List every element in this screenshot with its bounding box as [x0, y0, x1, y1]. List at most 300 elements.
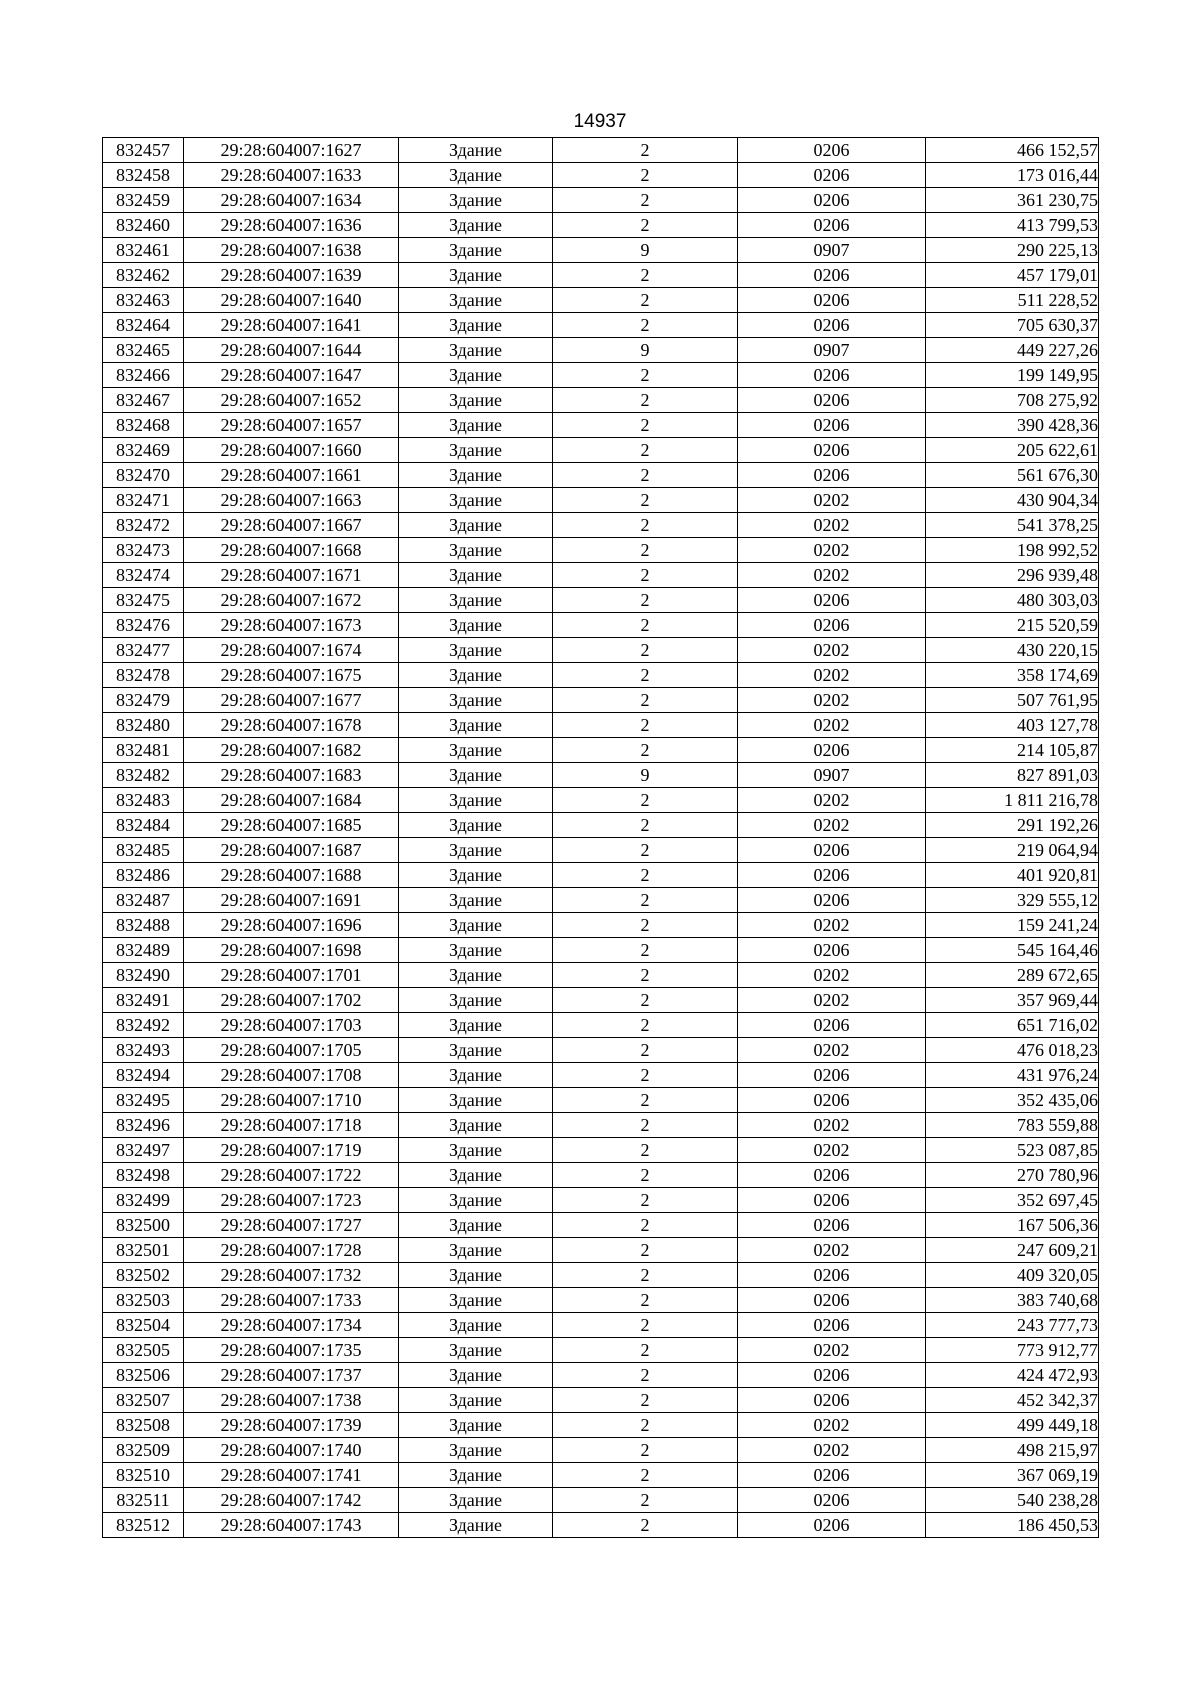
cadastral-number-cell: 29:28:604007:1672: [184, 588, 399, 613]
row-id-cell: 832490: [103, 963, 184, 988]
object-type-cell: Здание: [399, 288, 553, 313]
group-cell: 2: [553, 438, 738, 463]
row-id-cell: 832504: [103, 1313, 184, 1338]
object-type-cell: Здание: [399, 338, 553, 363]
group-cell: 2: [553, 163, 738, 188]
object-type-cell: Здание: [399, 588, 553, 613]
table-row: [103, 563, 1099, 588]
value-cell: 409 320,05: [926, 1263, 1099, 1288]
table-row: [103, 1163, 1099, 1188]
table-row: [103, 1188, 1099, 1213]
code-cell: 0206: [738, 613, 926, 638]
value-cell: 383 740,68: [926, 1288, 1099, 1313]
value-cell: 205 622,61: [926, 438, 1099, 463]
group-cell: 2: [553, 1438, 738, 1463]
table-row: [103, 438, 1099, 463]
row-id-cell: 832491: [103, 988, 184, 1013]
table-row: [103, 213, 1099, 238]
value-cell: 199 149,95: [926, 363, 1099, 388]
table-row: [103, 863, 1099, 888]
table-row: [103, 413, 1099, 438]
group-cell: 2: [553, 188, 738, 213]
group-cell: 2: [553, 713, 738, 738]
cadastral-number-cell: 29:28:604007:1734: [184, 1313, 399, 1338]
object-type-cell: Здание: [399, 388, 553, 413]
value-cell: 499 449,18: [926, 1413, 1099, 1438]
group-cell: 2: [553, 1263, 738, 1288]
row-id-cell: 832475: [103, 588, 184, 613]
group-cell: 2: [553, 263, 738, 288]
group-cell: 2: [553, 1513, 738, 1538]
cadastral-number-cell: 29:28:604007:1740: [184, 1438, 399, 1463]
group-cell: 2: [553, 913, 738, 938]
value-cell: 430 904,34: [926, 488, 1099, 513]
code-cell: 0202: [738, 963, 926, 988]
cadastral-number-cell: 29:28:604007:1667: [184, 513, 399, 538]
cadastral-number-cell: 29:28:604007:1633: [184, 163, 399, 188]
object-type-cell: Здание: [399, 488, 553, 513]
value-cell: 430 220,15: [926, 638, 1099, 663]
value-cell: 498 215,97: [926, 1438, 1099, 1463]
cadastral-number-cell: 29:28:604007:1685: [184, 813, 399, 838]
row-id-cell: 832473: [103, 538, 184, 563]
code-cell: 0206: [738, 163, 926, 188]
code-cell: 0206: [738, 738, 926, 763]
code-cell: 0206: [738, 438, 926, 463]
group-cell: 2: [553, 1413, 738, 1438]
group-cell: 2: [553, 588, 738, 613]
row-id-cell: 832478: [103, 663, 184, 688]
object-type-cell: Здание: [399, 213, 553, 238]
group-cell: 2: [553, 213, 738, 238]
row-id-cell: 832500: [103, 1213, 184, 1238]
row-id-cell: 832495: [103, 1088, 184, 1113]
object-type-cell: Здание: [399, 913, 553, 938]
row-id-cell: 832502: [103, 1263, 184, 1288]
group-cell: 2: [553, 1013, 738, 1038]
cadastral-number-cell: 29:28:604007:1742: [184, 1488, 399, 1513]
value-cell: 457 179,01: [926, 263, 1099, 288]
group-cell: 2: [553, 963, 738, 988]
group-cell: 2: [553, 788, 738, 813]
code-cell: 0907: [738, 763, 926, 788]
page-number: 14937: [573, 111, 627, 132]
table-row: [103, 938, 1099, 963]
code-cell: 0206: [738, 188, 926, 213]
row-id-cell: 832507: [103, 1388, 184, 1413]
group-cell: 2: [553, 363, 738, 388]
cadastral-number-cell: 29:28:604007:1668: [184, 538, 399, 563]
cadastral-number-cell: 29:28:604007:1674: [184, 638, 399, 663]
group-cell: 2: [553, 1063, 738, 1088]
cadastral-number-cell: 29:28:604007:1640: [184, 288, 399, 313]
value-cell: 401 920,81: [926, 863, 1099, 888]
row-id-cell: 832503: [103, 1288, 184, 1313]
row-id-cell: 832492: [103, 1013, 184, 1038]
object-type-cell: Здание: [399, 513, 553, 538]
cadastral-number-cell: 29:28:604007:1677: [184, 688, 399, 713]
group-cell: 2: [553, 1313, 738, 1338]
value-cell: 403 127,78: [926, 713, 1099, 738]
row-id-cell: 832486: [103, 863, 184, 888]
value-cell: 466 152,57: [926, 138, 1099, 163]
object-type-cell: Здание: [399, 963, 553, 988]
registry-table-body: [103, 138, 1099, 1538]
table-row: [103, 838, 1099, 863]
object-type-cell: Здание: [399, 863, 553, 888]
cadastral-number-cell: 29:28:604007:1722: [184, 1163, 399, 1188]
code-cell: 0206: [738, 263, 926, 288]
table-row: [103, 988, 1099, 1013]
table-row: [103, 1288, 1099, 1313]
row-id-cell: 832494: [103, 1063, 184, 1088]
row-id-cell: 832480: [103, 713, 184, 738]
group-cell: 2: [553, 413, 738, 438]
code-cell: 0206: [738, 363, 926, 388]
table-row: [103, 313, 1099, 338]
code-cell: 0206: [738, 888, 926, 913]
row-id-cell: 832471: [103, 488, 184, 513]
cadastral-number-cell: 29:28:604007:1708: [184, 1063, 399, 1088]
code-cell: 0206: [738, 1213, 926, 1238]
code-cell: 0907: [738, 238, 926, 263]
table-row: [103, 188, 1099, 213]
value-cell: 290 225,13: [926, 238, 1099, 263]
table-row: [103, 1463, 1099, 1488]
table-row: [103, 1138, 1099, 1163]
cadastral-number-cell: 29:28:604007:1652: [184, 388, 399, 413]
row-id-cell: 832467: [103, 388, 184, 413]
value-cell: 413 799,53: [926, 213, 1099, 238]
code-cell: 0202: [738, 1113, 926, 1138]
table-row: [103, 1513, 1099, 1538]
cadastral-number-cell: 29:28:604007:1663: [184, 488, 399, 513]
code-cell: 0206: [738, 463, 926, 488]
cadastral-number-cell: 29:28:604007:1733: [184, 1288, 399, 1313]
row-id-cell: 832476: [103, 613, 184, 638]
table-row: [103, 763, 1099, 788]
object-type-cell: Здание: [399, 688, 553, 713]
group-cell: 2: [553, 1388, 738, 1413]
table-row: [103, 163, 1099, 188]
value-cell: 214 105,87: [926, 738, 1099, 763]
group-cell: 2: [553, 1363, 738, 1388]
value-cell: 545 164,46: [926, 938, 1099, 963]
object-type-cell: Здание: [399, 1363, 553, 1388]
cadastral-number-cell: 29:28:604007:1627: [184, 138, 399, 163]
row-id-cell: 832469: [103, 438, 184, 463]
cadastral-number-cell: 29:28:604007:1737: [184, 1363, 399, 1388]
code-cell: 0206: [738, 1388, 926, 1413]
code-cell: 0206: [738, 138, 926, 163]
value-cell: 651 716,02: [926, 1013, 1099, 1038]
code-cell: 0206: [738, 1063, 926, 1088]
code-cell: 0206: [738, 1288, 926, 1313]
value-cell: 827 891,03: [926, 763, 1099, 788]
value-cell: 452 342,37: [926, 1388, 1099, 1413]
object-type-cell: Здание: [399, 463, 553, 488]
cadastral-number-cell: 29:28:604007:1705: [184, 1038, 399, 1063]
value-cell: 523 087,85: [926, 1138, 1099, 1163]
group-cell: 2: [553, 888, 738, 913]
value-cell: 390 428,36: [926, 413, 1099, 438]
group-cell: 2: [553, 138, 738, 163]
group-cell: 2: [553, 488, 738, 513]
row-id-cell: 832466: [103, 363, 184, 388]
value-cell: 289 672,65: [926, 963, 1099, 988]
group-cell: 2: [553, 1238, 738, 1263]
code-cell: 0206: [738, 388, 926, 413]
object-type-cell: Здание: [399, 1313, 553, 1338]
object-type-cell: Здание: [399, 1488, 553, 1513]
code-cell: 0202: [738, 813, 926, 838]
code-cell: 0206: [738, 1188, 926, 1213]
code-cell: 0206: [738, 1363, 926, 1388]
code-cell: 0206: [738, 288, 926, 313]
table-row: [103, 963, 1099, 988]
value-cell: 507 761,95: [926, 688, 1099, 713]
object-type-cell: Здание: [399, 1463, 553, 1488]
cadastral-number-cell: 29:28:604007:1636: [184, 213, 399, 238]
cadastral-number-cell: 29:28:604007:1661: [184, 463, 399, 488]
cadastral-number-cell: 29:28:604007:1638: [184, 238, 399, 263]
object-type-cell: Здание: [399, 1063, 553, 1088]
table-row: [103, 738, 1099, 763]
value-cell: 247 609,21: [926, 1238, 1099, 1263]
row-id-cell: 832459: [103, 188, 184, 213]
cadastral-number-cell: 29:28:604007:1671: [184, 563, 399, 588]
table-row: [103, 263, 1099, 288]
group-cell: 2: [553, 388, 738, 413]
code-cell: 0206: [738, 1263, 926, 1288]
object-type-cell: Здание: [399, 1163, 553, 1188]
group-cell: 2: [553, 1288, 738, 1313]
code-cell: 0202: [738, 788, 926, 813]
code-cell: 0206: [738, 1013, 926, 1038]
row-id-cell: 832487: [103, 888, 184, 913]
table-row: [103, 1013, 1099, 1038]
group-cell: 2: [553, 1088, 738, 1113]
group-cell: 2: [553, 1488, 738, 1513]
table-row: [103, 813, 1099, 838]
code-cell: 0202: [738, 563, 926, 588]
object-type-cell: Здание: [399, 1388, 553, 1413]
code-cell: 0206: [738, 838, 926, 863]
row-id-cell: 832474: [103, 563, 184, 588]
value-cell: 186 450,53: [926, 1513, 1099, 1538]
value-cell: 352 697,45: [926, 1188, 1099, 1213]
group-cell: 2: [553, 1338, 738, 1363]
code-cell: 0206: [738, 863, 926, 888]
group-cell: 2: [553, 1038, 738, 1063]
group-cell: 2: [553, 688, 738, 713]
group-cell: 2: [553, 463, 738, 488]
code-cell: 0206: [738, 1313, 926, 1338]
row-id-cell: 832483: [103, 788, 184, 813]
code-cell: 0202: [738, 1038, 926, 1063]
table-row: [103, 788, 1099, 813]
cadastral-number-cell: 29:28:604007:1684: [184, 788, 399, 813]
cadastral-number-cell: 29:28:604007:1739: [184, 1413, 399, 1438]
cadastral-number-cell: 29:28:604007:1703: [184, 1013, 399, 1038]
group-cell: 9: [553, 238, 738, 263]
cadastral-number-cell: 29:28:604007:1634: [184, 188, 399, 213]
object-type-cell: Здание: [399, 1288, 553, 1313]
row-id-cell: 832511: [103, 1488, 184, 1513]
value-cell: 243 777,73: [926, 1313, 1099, 1338]
code-cell: 0202: [738, 688, 926, 713]
code-cell: 0202: [738, 663, 926, 688]
object-type-cell: Здание: [399, 988, 553, 1013]
table-row: [103, 1363, 1099, 1388]
row-id-cell: 832499: [103, 1188, 184, 1213]
cadastral-number-cell: 29:28:604007:1682: [184, 738, 399, 763]
object-type-cell: Здание: [399, 413, 553, 438]
group-cell: 2: [553, 613, 738, 638]
cadastral-number-cell: 29:28:604007:1710: [184, 1088, 399, 1113]
table-row: [103, 513, 1099, 538]
object-type-cell: Здание: [399, 713, 553, 738]
value-cell: 352 435,06: [926, 1088, 1099, 1113]
value-cell: 708 275,92: [926, 388, 1099, 413]
table-row: [103, 1438, 1099, 1463]
row-id-cell: 832481: [103, 738, 184, 763]
cadastral-number-cell: 29:28:604007:1678: [184, 713, 399, 738]
row-id-cell: 832489: [103, 938, 184, 963]
cadastral-number-cell: 29:28:604007:1639: [184, 263, 399, 288]
row-id-cell: 832510: [103, 1463, 184, 1488]
object-type-cell: Здание: [399, 1263, 553, 1288]
cadastral-number-cell: 29:28:604007:1743: [184, 1513, 399, 1538]
group-cell: 2: [553, 1463, 738, 1488]
cadastral-number-cell: 29:28:604007:1641: [184, 313, 399, 338]
value-cell: 198 992,52: [926, 538, 1099, 563]
code-cell: 0202: [738, 1338, 926, 1363]
object-type-cell: Здание: [399, 1238, 553, 1263]
object-type-cell: Здание: [399, 1038, 553, 1063]
cadastral-number-cell: 29:28:604007:1701: [184, 963, 399, 988]
group-cell: 2: [553, 538, 738, 563]
row-id-cell: 832501: [103, 1238, 184, 1263]
code-cell: 0206: [738, 1488, 926, 1513]
cadastral-number-cell: 29:28:604007:1696: [184, 913, 399, 938]
object-type-cell: Здание: [399, 1113, 553, 1138]
group-cell: 2: [553, 288, 738, 313]
table-row: [103, 388, 1099, 413]
row-id-cell: 832468: [103, 413, 184, 438]
cadastral-number-cell: 29:28:604007:1660: [184, 438, 399, 463]
value-cell: 167 506,36: [926, 1213, 1099, 1238]
row-id-cell: 832496: [103, 1113, 184, 1138]
table-row: [103, 638, 1099, 663]
code-cell: 0206: [738, 1513, 926, 1538]
code-cell: 0202: [738, 1238, 926, 1263]
group-cell: 2: [553, 938, 738, 963]
value-cell: 296 939,48: [926, 563, 1099, 588]
table-row: [103, 1238, 1099, 1263]
table-row: [103, 1413, 1099, 1438]
value-cell: 480 303,03: [926, 588, 1099, 613]
row-id-cell: 832497: [103, 1138, 184, 1163]
group-cell: 2: [553, 313, 738, 338]
group-cell: 2: [553, 1163, 738, 1188]
object-type-cell: Здание: [399, 638, 553, 663]
object-type-cell: Здание: [399, 1513, 553, 1538]
table-row: [103, 1213, 1099, 1238]
row-id-cell: 832493: [103, 1038, 184, 1063]
code-cell: 0206: [738, 1163, 926, 1188]
code-cell: 0206: [738, 213, 926, 238]
cadastral-number-cell: 29:28:604007:1732: [184, 1263, 399, 1288]
group-cell: 2: [553, 838, 738, 863]
object-type-cell: Здание: [399, 538, 553, 563]
group-cell: 2: [553, 1213, 738, 1238]
code-cell: 0206: [738, 588, 926, 613]
object-type-cell: Здание: [399, 1213, 553, 1238]
table-row: [103, 238, 1099, 263]
object-type-cell: Здание: [399, 938, 553, 963]
cadastral-number-cell: 29:28:604007:1738: [184, 1388, 399, 1413]
code-cell: 0202: [738, 638, 926, 663]
cadastral-number-cell: 29:28:604007:1735: [184, 1338, 399, 1363]
table-row: [103, 1038, 1099, 1063]
value-cell: 219 064,94: [926, 838, 1099, 863]
value-cell: 783 559,88: [926, 1113, 1099, 1138]
value-cell: 705 630,37: [926, 313, 1099, 338]
row-id-cell: 832506: [103, 1363, 184, 1388]
cadastral-number-cell: 29:28:604007:1688: [184, 863, 399, 888]
value-cell: 361 230,75: [926, 188, 1099, 213]
value-cell: 431 976,24: [926, 1063, 1099, 1088]
value-cell: 511 228,52: [926, 288, 1099, 313]
cadastral-number-cell: 29:28:604007:1698: [184, 938, 399, 963]
row-id-cell: 832460: [103, 213, 184, 238]
code-cell: 0907: [738, 338, 926, 363]
row-id-cell: 832512: [103, 1513, 184, 1538]
cadastral-number-cell: 29:28:604007:1691: [184, 888, 399, 913]
cadastral-number-cell: 29:28:604007:1644: [184, 338, 399, 363]
value-cell: 540 238,28: [926, 1488, 1099, 1513]
group-cell: 2: [553, 663, 738, 688]
row-id-cell: 832477: [103, 638, 184, 663]
table-row: [103, 463, 1099, 488]
code-cell: 0202: [738, 1413, 926, 1438]
table-row: [103, 288, 1099, 313]
cadastral-number-cell: 29:28:604007:1741: [184, 1463, 399, 1488]
table-row: [103, 688, 1099, 713]
value-cell: 159 241,24: [926, 913, 1099, 938]
object-type-cell: Здание: [399, 888, 553, 913]
group-cell: 2: [553, 1113, 738, 1138]
table-row: [103, 1388, 1099, 1413]
value-cell: 215 520,59: [926, 613, 1099, 638]
cadastral-number-cell: 29:28:604007:1683: [184, 763, 399, 788]
value-cell: 329 555,12: [926, 888, 1099, 913]
table-row: [103, 713, 1099, 738]
table-row: [103, 538, 1099, 563]
value-cell: 270 780,96: [926, 1163, 1099, 1188]
cadastral-number-cell: 29:28:604007:1647: [184, 363, 399, 388]
group-cell: 2: [553, 563, 738, 588]
table-row: [103, 363, 1099, 388]
object-type-cell: Здание: [399, 363, 553, 388]
cadastral-number-cell: 29:28:604007:1718: [184, 1113, 399, 1138]
group-cell: 2: [553, 738, 738, 763]
object-type-cell: Здание: [399, 138, 553, 163]
value-cell: 291 192,26: [926, 813, 1099, 838]
table-row: [103, 1263, 1099, 1288]
table-row: [103, 613, 1099, 638]
